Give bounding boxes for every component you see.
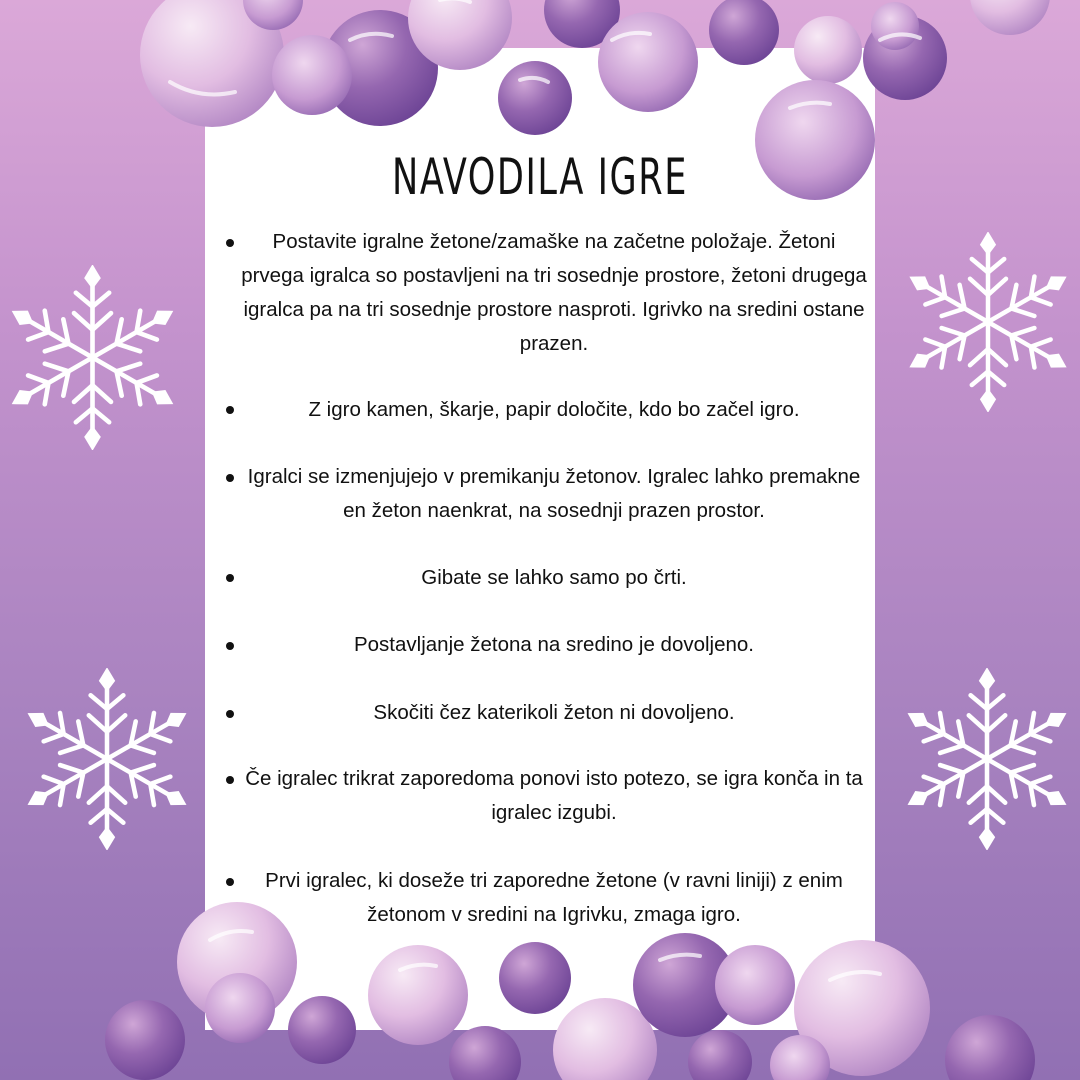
rule-item: Postavite igralne žetone/zamaške na začetne položaje. Žetoni prvega igralca so postavljeni na tri sosednje prostore, žetoni drugega igralca pa na tri sosednje prostore nasproti. Igrivko na sredini ostane prazen.	[241, 230, 867, 355]
ornament-ball-icon	[598, 12, 698, 112]
ornament-ball-icon	[105, 1000, 185, 1080]
snowflake-icon	[898, 232, 1078, 412]
ornament-ball-icon	[688, 1030, 752, 1080]
ornament-ball-icon	[205, 973, 275, 1043]
ornament-ball-icon	[288, 996, 356, 1064]
ornament-ball-icon	[715, 945, 795, 1025]
rule-item: Prvi igralec, ki doseže tri zaporedne žetone (v ravni liniji) z enim žetonom v sredini na Igrivku, zmaga igro.	[265, 869, 843, 926]
ornament-ball-icon	[871, 2, 919, 50]
ornament-ball-icon	[709, 0, 779, 65]
ornament-ball-icon	[272, 35, 352, 115]
snowflake-icon	[896, 668, 1078, 850]
ornament-ball-icon	[499, 942, 571, 1014]
ornament-ball-icon	[449, 1026, 521, 1080]
rule-item: Skočiti čez katerikoli žeton ni dovoljeno.	[373, 701, 735, 724]
rule-item: Gibate se lahko samo po črti.	[421, 566, 687, 589]
rule-item: Postavljanje žetona na sredino je dovoljeno.	[353, 633, 755, 656]
ornament-ball-icon	[368, 945, 468, 1045]
ornament-ball-icon	[970, 0, 1050, 35]
rule-item: Če igralec trikrat zaporedoma ponovi isto potezo, se igra konča in ta igralec izgubi.	[245, 767, 863, 824]
page-title: NAVODILA IGRE	[392, 148, 688, 206]
snowflake-icon	[16, 668, 198, 850]
ornament-ball-icon	[794, 16, 862, 84]
rule-item: Igralci se izmenjujejo v premikanju žetonov. Igralec lahko premakne en žeton naenkrat, na sosednji prazen prostor.	[247, 465, 861, 522]
snowflake-icon	[0, 265, 185, 450]
ornament-ball-icon	[945, 1015, 1035, 1080]
rule-item: Z igro kamen, škarje, papir določite, kdo bo začel igro.	[308, 398, 800, 421]
ornament-ball-icon	[498, 61, 572, 135]
